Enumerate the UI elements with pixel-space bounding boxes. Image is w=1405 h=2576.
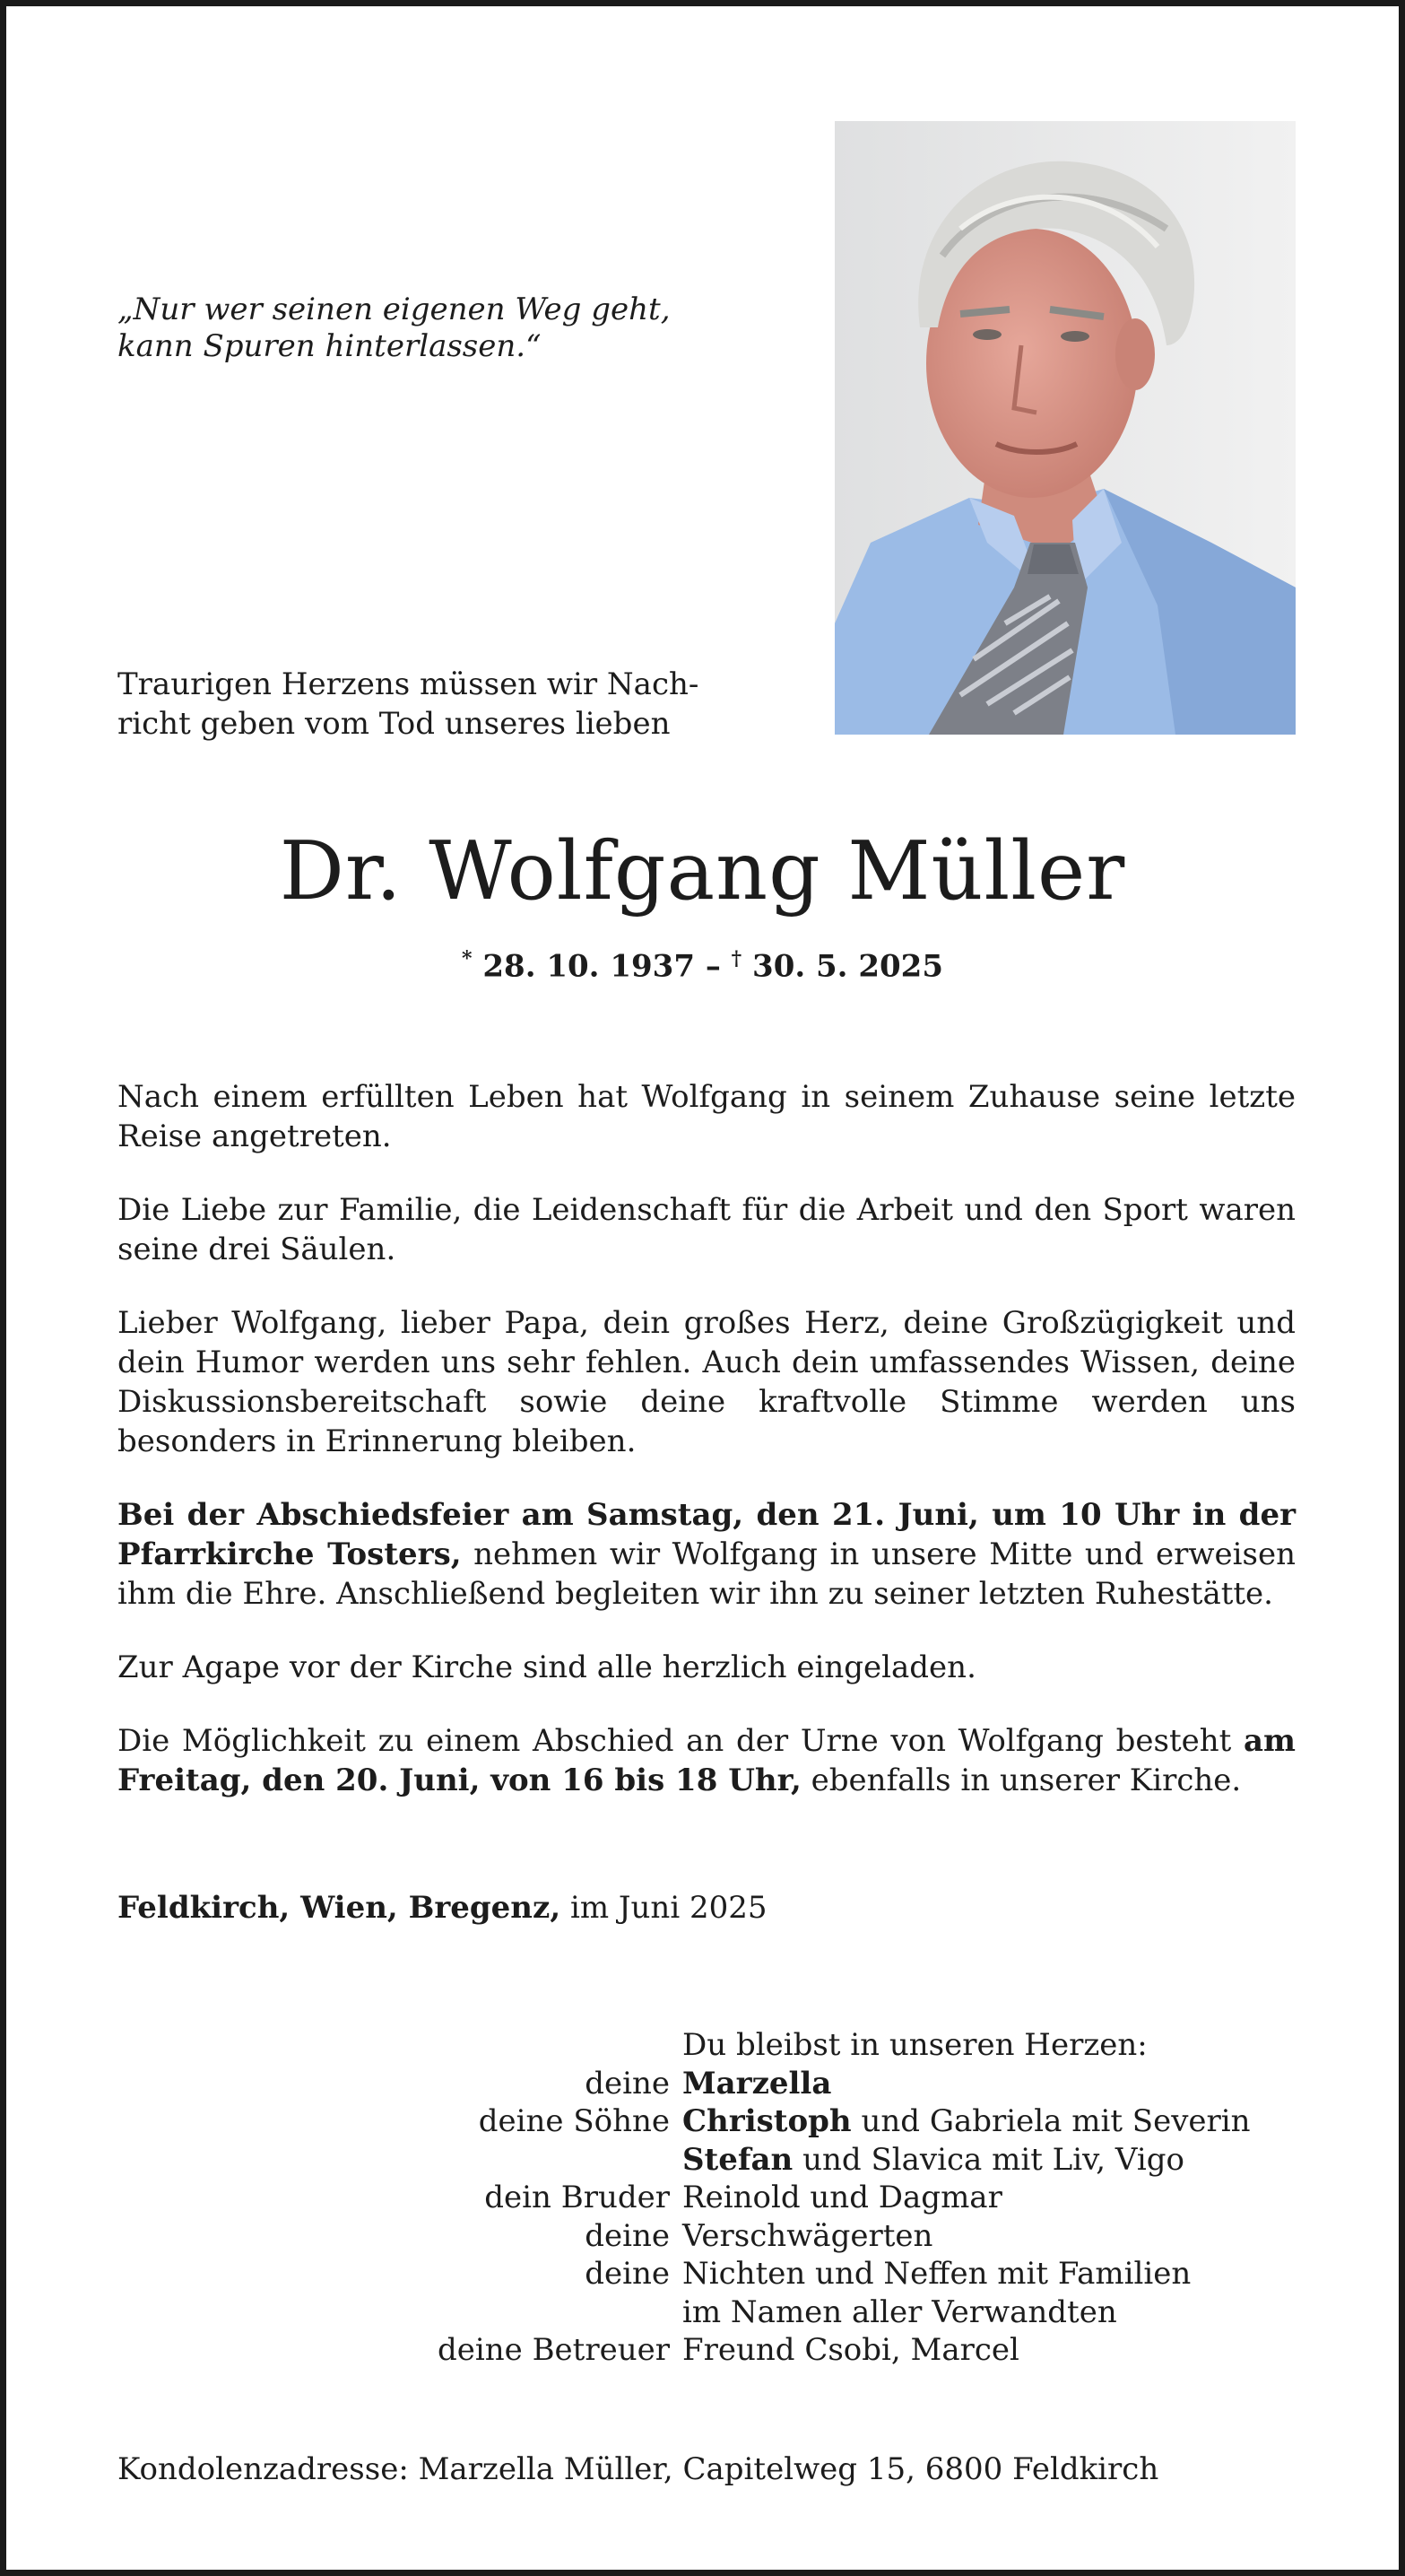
family-relation: deine [585, 2217, 670, 2254]
death-date: 30. 5. 2025 [752, 948, 943, 985]
paragraph-ceremony [117, 1495, 1296, 1614]
portrait-photo [835, 121, 1296, 735]
family-relation [221, 2141, 682, 2180]
paragraph-1: Nach einem erfüllten Leben hat Wolfgang in seinem Zuhause seine letzte Reise angetreten. [117, 1079, 1296, 1154]
motto-line-2: kann Spuren hinterlassen.“ [117, 328, 542, 364]
intro-line-2: richt geben vom Tod unseres lieben [117, 706, 671, 742]
family-member: und Slavica mit Liv, Vigo [793, 2141, 1184, 2178]
life-dates [6, 939, 1399, 986]
motto-quote [117, 292, 673, 365]
family-relation: deine [585, 2065, 670, 2102]
birth-date: 28. 10. 1937 [482, 948, 695, 985]
family-row [221, 2293, 1297, 2332]
paragraph-3: Lieber Wolfgang, lieber Papa, dein großes Herz, deine Großzügigkeit und dein Humor werden uns sehr fehlen. Auch dein umfassendes Wissen, deine Diskussionsbereitschaft sowie deine kraftvolle Stimme werden uns besonders in Erinnerung bleiben. [117, 1305, 1296, 1459]
family-relation [221, 2293, 682, 2332]
urn-text-end: ebenfalls in unserer Kirche. [801, 1762, 1242, 1798]
death-symbol: † [731, 947, 742, 970]
family-member-bold: Christoph [682, 2103, 852, 2139]
family-relation: deine Söhne [478, 2103, 670, 2139]
family-heading: Du bleibst in unseren Herzen: [682, 2027, 1148, 2063]
urn-text-start: Die Möglichkeit zu einem Abschied an der Urne von Wolfgang besteht [117, 1723, 1244, 1759]
paragraph-agape: Zur Agape vor der Kirche sind alle herzlich eingeladen. [117, 1649, 976, 1685]
family-row [221, 2331, 1297, 2370]
family-member: Reinold und Dagmar [682, 2180, 1002, 2215]
condolence-address: Kondolenzadresse: Marzella Müller, Capitelweg 15, 6800 Feldkirch [117, 2451, 1159, 2487]
birth-symbol: * [462, 947, 473, 970]
month-year: im Juni 2025 [560, 1890, 768, 1926]
paragraph-urn [117, 1721, 1296, 1800]
ceremony-text: nehmen wir Wolfgang in unsere Mitte und erweisen ihm die Ehre. Anschließend begleiten wir ihn zu seiner letzten Ruhestätte. [117, 1536, 1296, 1612]
family-row [221, 2179, 1297, 2217]
urn-time: am Freitag, den 20. Juni, von 16 bis 18 Uhr, [117, 1723, 1296, 1798]
family-relation: deine Betreuer [437, 2332, 670, 2368]
family-row [221, 2102, 1297, 2141]
intro-line-1: Traurigen Herzens müssen wir Nach- [117, 666, 699, 702]
obituary-body [117, 1077, 1296, 1834]
family-member: im Namen aller Verwandten [682, 2293, 1117, 2330]
family-row [221, 2141, 1297, 2180]
family-relation: deine [585, 2256, 670, 2292]
family-member: und Gabriela mit Severin [851, 2103, 1251, 2139]
intro-text [117, 665, 736, 744]
family-member: Freund Csobi, Marcel [682, 2332, 1019, 2368]
family-row [221, 2065, 1297, 2103]
place-and-date [117, 1888, 1104, 1928]
family-list [221, 2026, 1297, 2370]
date-separator: – [694, 948, 732, 985]
family-relation: dein Bruder [484, 2180, 670, 2215]
family-member: Verschwägerten [682, 2217, 933, 2254]
deceased-name: Dr. Wolfgang Müller [279, 824, 1126, 918]
motto-line-1: „Nur wer seinen eigenen Weg geht, [117, 292, 671, 327]
family-member-bold: Marzella [682, 2065, 832, 2102]
paragraph-2: Die Liebe zur Familie, die Leidenschaft für die Arbeit und den Sport waren seine drei Säulen. [117, 1192, 1296, 1267]
portrait-illustration [835, 121, 1296, 735]
family-member-bold: Stefan [682, 2141, 794, 2178]
family-row [221, 2255, 1297, 2293]
ceremony-details: Bei der Abschiedsfeier am Samstag, den 21. Juni, um 10 Uhr in der Pfarrkirche Tosters, [117, 1497, 1296, 1572]
family-row [221, 2217, 1297, 2256]
cities: Feldkirch, Wien, Bregenz, [117, 1890, 561, 1926]
family-member: Nichten und Neffen mit Familien [682, 2256, 1192, 2292]
